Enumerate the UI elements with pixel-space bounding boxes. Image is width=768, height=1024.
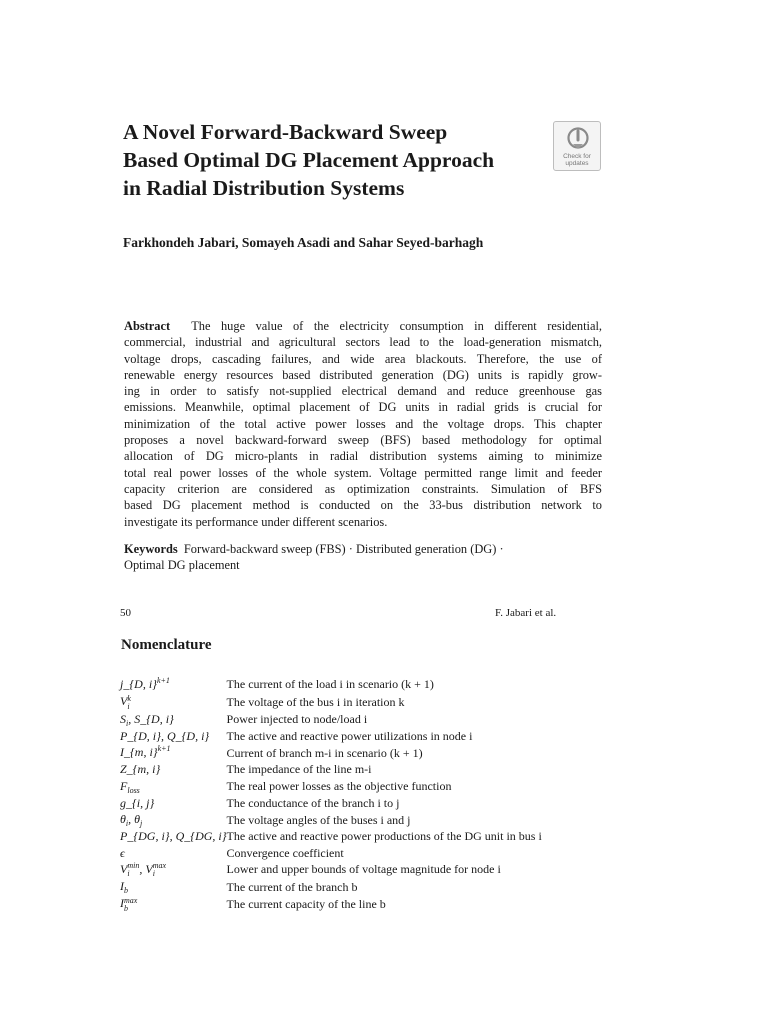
check-for-updates-badge[interactable] — [553, 121, 601, 171]
nomenclature-definition: The voltage of the bus i in iteration k — [226, 694, 405, 709]
nomenclature-symbol: ϵ — [120, 845, 125, 860]
nomenclature-row — [120, 878, 542, 895]
nomenclature-symbol: θ i , θ j — [120, 812, 143, 829]
nomenclature-row — [120, 761, 542, 777]
nomenclature-row — [120, 845, 542, 861]
nomenclature-definition: The impedance of the line m-i — [226, 762, 372, 777]
running-head: F. Jabari et al. — [495, 607, 557, 619]
abstract-line-1: The huge value of the electricity consumption in different residential, — [191, 319, 602, 333]
nomenclature-definition: The real power losses as the objective function — [226, 779, 452, 794]
abstract-line-2: commercial, industrial and agricultural sectors lead to the load-generation mismatch, — [124, 335, 602, 350]
nomenclature-table — [120, 676, 542, 913]
nomenclature-definition: Convergence coefficient — [226, 845, 344, 860]
nomenclature-definition: The voltage angles of the buses i and j — [226, 812, 411, 827]
nomenclature-row — [120, 693, 542, 710]
nomenclature-definition: The current of the load i in scenario (k + 1) — [226, 677, 434, 692]
nomenclature-definition: The active and reactive power utilizations in node i — [226, 728, 473, 743]
nomenclature-definition: The conductance of the branch i to j — [226, 795, 400, 810]
nomenclature-symbol: j_{D, i} k+1 — [120, 676, 170, 691]
keywords — [124, 541, 602, 574]
nomenclature-symbol: I_{m, i} k+1 — [120, 744, 171, 760]
nomenclature-symbol: I max b — [120, 895, 138, 913]
nomenclature-symbol: g_{i, j} — [120, 795, 155, 810]
abstract-line-6: emissions. Meanwhile, optimal placement of DG units in radial grids is crucial for — [124, 400, 602, 415]
abstract-line-10: total real power losses of the whole system. Voltage permitted range limit and feeder — [124, 465, 602, 480]
abstract-line-9: allocation of DG micro-plants in radial distribution systems aiming to minimize — [124, 449, 602, 464]
abstract-line-4: renewable energy resources based distributed generation (DG) units is rapidly grow- — [124, 367, 602, 382]
abstract-line-13: investigate its performance under different scenarios. — [124, 514, 388, 529]
nomenclature-row — [120, 795, 542, 811]
title-line-1: A Novel Forward-Backward Sweep — [123, 120, 448, 144]
keywords-line-1: Forward-backward sweep (FBS) · Distributed generation (DG) · — [183, 542, 504, 556]
nomenclature-definition: The current capacity of the line b — [226, 896, 386, 911]
abstract-line-7: minimization of the total active power losses and the voltage drops. This chapter — [124, 416, 602, 431]
nomenclature-symbol: P_{D, i}, Q_{D, i} — [120, 728, 210, 743]
badge-label — [554, 153, 600, 167]
abstract — [124, 318, 602, 530]
nomenclature-row — [120, 828, 542, 844]
abstract-line-5: ing in order to satisfy not-supplied electrical demand and reduce greenhouse gas — [124, 384, 602, 399]
keywords-line-2: Optimal DG placement — [124, 558, 240, 573]
nomenclature-row — [120, 811, 542, 828]
nomenclature-definition: The active and reactive power productions of the DG unit in bus i — [226, 829, 542, 844]
badge-line-2: updates — [565, 160, 589, 167]
nomenclature-heading: Nomenclature — [121, 637, 212, 653]
nomenclature-definition: Power injected to node/load i — [226, 711, 368, 726]
nomenclature-row — [120, 676, 542, 693]
nomenclature-row — [120, 728, 542, 744]
nomenclature-symbol: P_{DG, i}, Q_{DG, i} — [120, 829, 227, 844]
nomenclature-row — [120, 778, 542, 795]
nomenclature-symbol: V min i , V max i — [120, 861, 167, 879]
badge-line-1: Check for — [563, 153, 591, 160]
abstract-label: Abstract — [124, 319, 171, 333]
nomenclature-definition: The current of the branch b — [226, 879, 358, 894]
nomenclature-definition: Lower and upper bounds of voltage magnitude for node i — [226, 862, 501, 877]
nomenclature-row — [120, 895, 542, 912]
keywords-label: Keywords — [124, 542, 178, 556]
nomenclature-symbol: F loss — [120, 778, 140, 795]
nomenclature-row — [120, 744, 542, 761]
paper-title — [123, 118, 543, 202]
abstract-line-12: based DG placement method is conducted on the 33-bus distribution network to — [124, 498, 602, 513]
author-list: Farkhondeh Jabari, Somayeh Asadi and Sahar Seyed-barhagh — [123, 235, 484, 250]
abstract-line-8: proposes a novel backward-forward sweep (BFS) based methodology for optimal — [124, 433, 602, 448]
nomenclature-row — [120, 711, 542, 728]
title-line-2: Based Optimal DG Placement Approach — [123, 148, 495, 172]
nomenclature-definition: Current of branch m-i in scenario (k + 1) — [226, 745, 423, 760]
nomenclature-symbol: I b — [120, 879, 128, 896]
nomenclature-row — [120, 861, 542, 878]
crossmark-icon — [567, 127, 589, 151]
nomenclature-symbol: V k i — [120, 693, 131, 711]
nomenclature-symbol: S i , S_{D, i} — [120, 711, 174, 728]
abstract-line-3: voltage drops, cascading failures, and wide area blackouts. Therefore, the use of — [124, 351, 602, 366]
page-number: 50 — [120, 607, 131, 619]
abstract-line-11: capacity criterion are considered as optimization constraints. Simulation of BFS — [124, 481, 602, 496]
title-line-3: in Radial Distribution Systems — [123, 176, 405, 200]
nomenclature-symbol: Z_{m, i} — [120, 762, 161, 777]
